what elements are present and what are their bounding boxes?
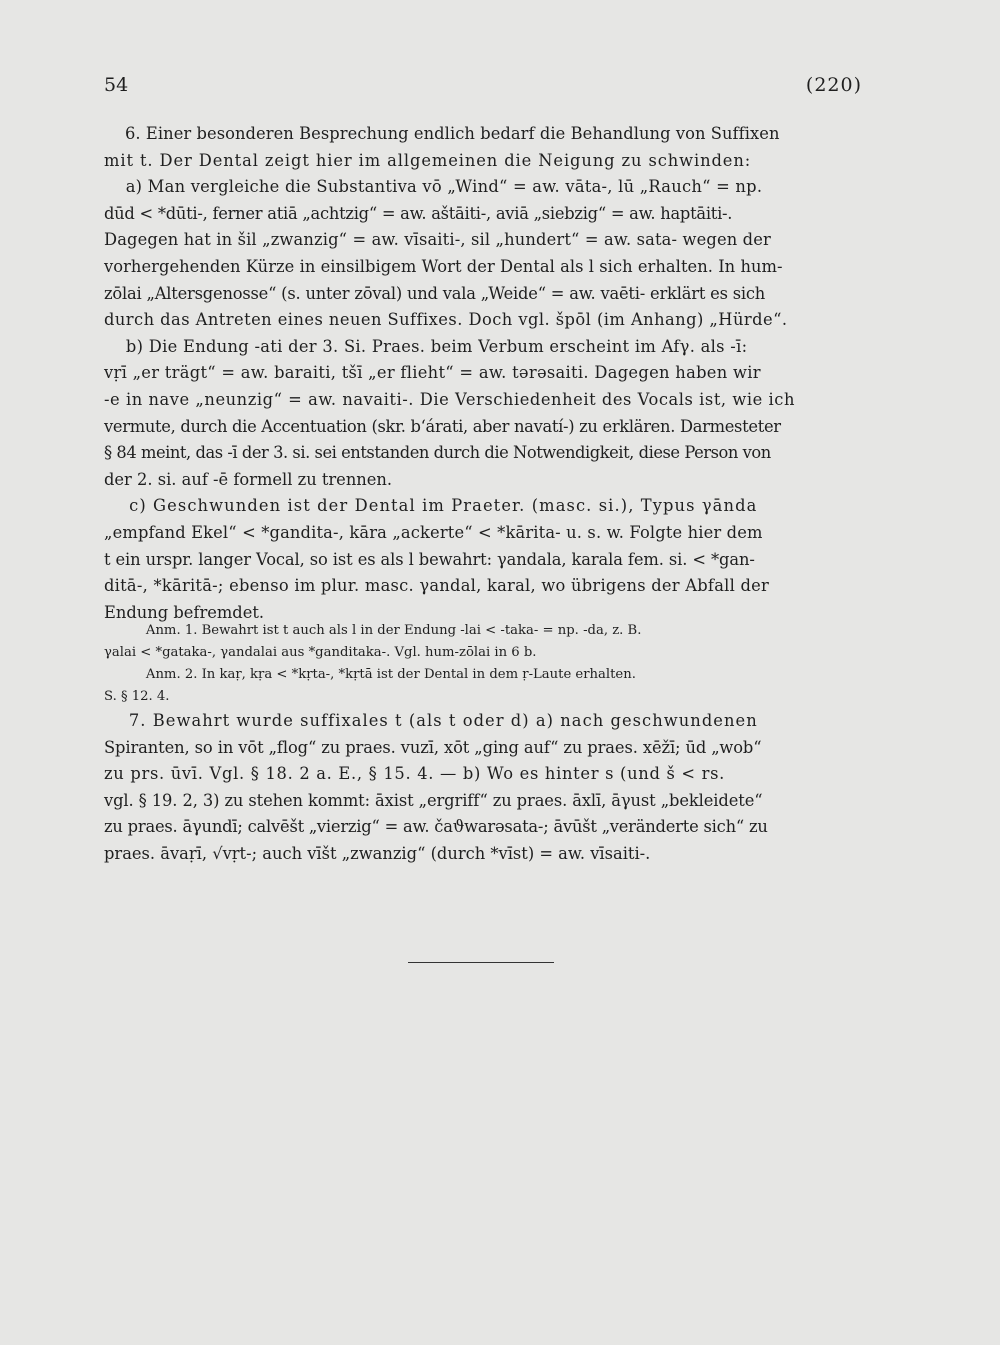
- footnotes-block: [104, 620, 862, 708]
- section-number: (220): [805, 74, 862, 96]
- page-number: 54: [104, 74, 129, 96]
- note-line: Anm. 1. Bewahrt ist t auch als l in der Endung -lai < -taka- = np. -da, z. B.: [104, 623, 642, 638]
- text-line: c) Geschwunden ist der Dental im Praeter. (masc. si.), Typus γānda: [104, 496, 758, 516]
- text-line: zōlai „Altersgenosse“ (s. unter zōval) und vala „Weide“ = aw. vaēti- erklärt es sich: [104, 283, 766, 303]
- text-line: 7. Bewahrt wurde suffixales t (als t oder d) a) nach geschwundenen: [104, 711, 758, 730]
- text-line: Dagegen hat in šil „zwanzig“ = aw. vīsaiti-, sil „hundert“ = aw. sata- wegen der: [104, 230, 771, 250]
- note-line: Anm. 2. In kaṛ, kṛa < *kṛta-, *kṛtā ist der Dental in dem ṛ-Laute erhalten.: [104, 667, 636, 682]
- text-line: 6. Einer besonderen Besprechung endlich bedarf die Behandlung von Suffixen: [104, 124, 780, 143]
- text-line: vgl. § 19. 2, 3) zu stehen kommt: āxist „ergriff“ zu praes. āxlī, āγust „bekleidete“: [104, 790, 763, 810]
- text-line: zu praes. āγundī; calvēšt „vierzig“ = aw. čaϑwarəsata-; āvūšt „veränderte sich“ zu: [104, 817, 768, 837]
- text-line: dūd < *dūti-, ferner atiā „achtzig“ = aw. aštāiti-, aviā „siebzig“ = aw. haptāiti-.: [104, 203, 733, 223]
- text-line: vṛī „er trägt“ = aw. baraiti, tšī „er flieht“ = aw. tərəsaiti. Dagegen haben wir: [104, 363, 761, 383]
- main-text-block-2: [104, 708, 862, 868]
- note-line: S. § 12. 4.: [104, 689, 170, 704]
- text-line: t ein urspr. langer Vocal, so ist es als l bewahrt: γandala, karala fem. si. < *gan-: [104, 549, 755, 569]
- text-line: „empfand Ekel“ < *gandita-, kāra „ackerte“ < *kārita- u. s. w. Folgte hier dem: [104, 522, 763, 542]
- main-text-block: [104, 121, 862, 626]
- end-rule: [408, 962, 554, 963]
- text-line: a) Man vergleiche die Substantiva vō „Wind“ = aw. vāta-, lū „Rauch“ = np.: [104, 177, 763, 197]
- page-header: [104, 74, 862, 100]
- text-line: durch das Antreten eines neuen Suffixes. Doch vgl. špōl (im Anhang) „Hürde“.: [104, 310, 788, 330]
- text-line: § 84 meint, das -ī der 3. si. sei entstanden durch die Notwendigkeit, diese Person von: [104, 443, 771, 463]
- text-line: b) Die Endung -ati der 3. Si. Praes. beim Verbum erscheint im Afγ. als -ī:: [104, 336, 748, 356]
- text-line: Spiranten, so in vōt „flog“ zu praes. vuzī, xōt „ging auf“ zu praes. xēžī; ūd „wob“: [104, 737, 762, 757]
- text-line: vermute, durch die Accentuation (skr. bʻárati, aber navatí-) zu erklären. Darmesteter: [104, 416, 781, 436]
- text-line: -e in nave „neunzig“ = aw. navaiti-. Die Verschiedenheit des Vocals ist, wie ich: [104, 389, 795, 409]
- note-line: γalai < *gataka-, γandalai aus *ganditaka-. Vgl. hum-zōlai in 6 b.: [104, 645, 537, 660]
- text-line: zu prs. ūvī. Vgl. § 18. 2 a. E., § 15. 4. — b) Wo es hinter s (und š < rs.: [104, 764, 726, 784]
- text-line: mit t. Der Dental zeigt hier im allgemeinen die Neigung zu schwinden:: [104, 150, 752, 170]
- text-line: ditā-, *kāritā-; ebenso im plur. masc. γandal, karal, wo übrigens der Abfall der: [104, 576, 770, 596]
- text-line: der 2. si. auf -ē formell zu trennen.: [104, 469, 393, 489]
- text-line: vorhergehenden Kürze in einsilbigem Wort der Dental als l sich erhalten. In hum-: [104, 256, 783, 276]
- text-line: praes. āvaṛī, √vṛt-; auch vīšt „zwanzig“ (durch *vīst) = aw. vīsaiti-.: [104, 843, 651, 863]
- text-line: Endung befremdet.: [104, 602, 265, 622]
